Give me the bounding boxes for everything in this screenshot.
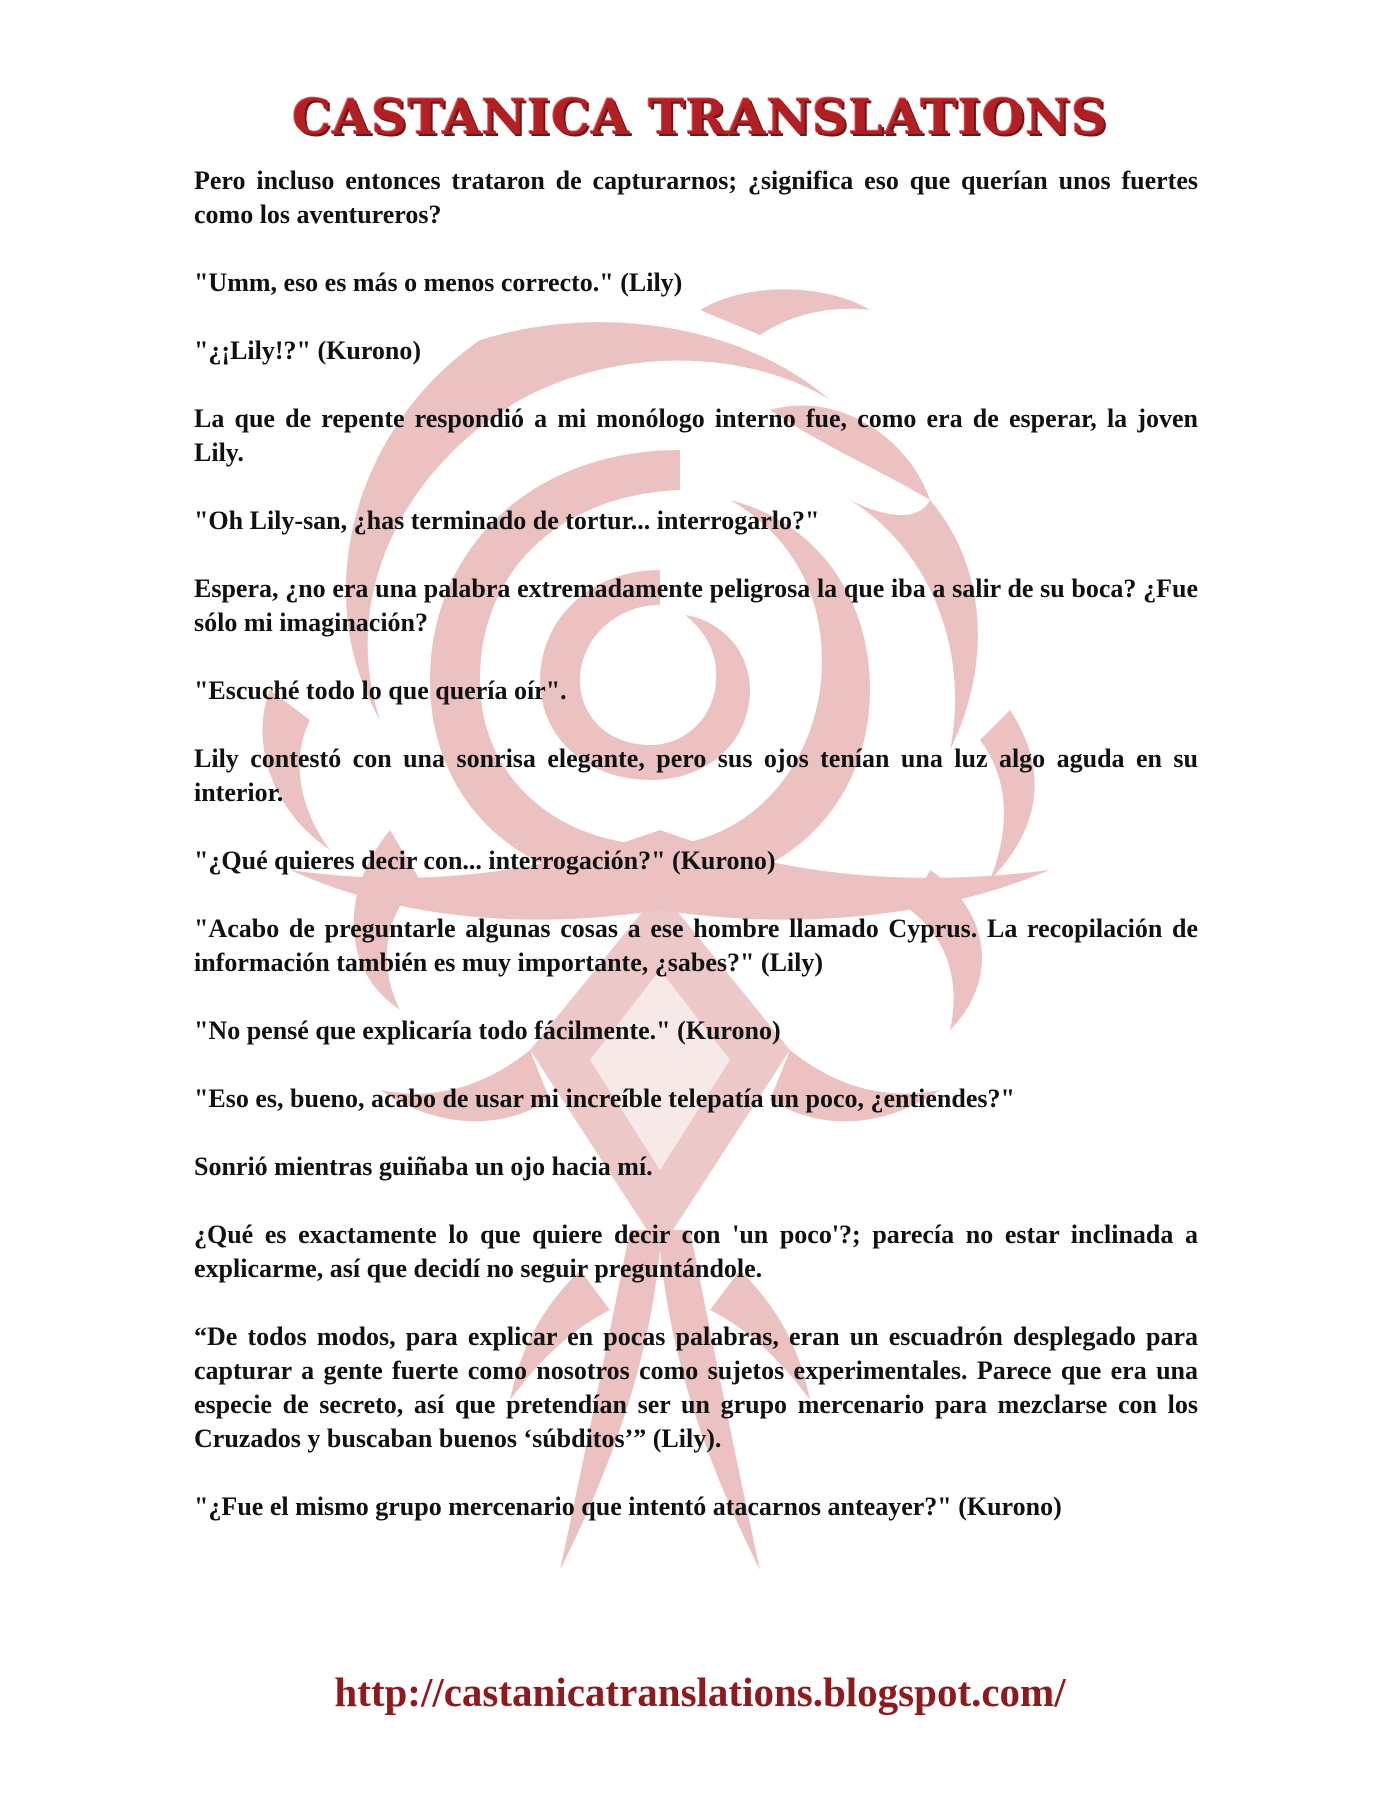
paragraph: “De todos modos, para explicar en pocas palabras, eran un escuadrón desplegado para capturar a gente fuerte como nosotros como sujetos experimentales. Parece que era una especie de secreto, así que pretendían ser un grupo mercenario para mezclarse con los Cruzados y buscaban buenos ‘súbditos’” (Lily).	[194, 1322, 1198, 1453]
paragraph: ¿Qué es exactamente lo que quiere decir con 'un poco'?; parecía no estar inclinada a explicarme, así que decidí no seguir preguntándole.	[194, 1220, 1198, 1283]
paragraph: "Oh Lily-san, ¿has terminado de tortur... interrogarlo?"	[194, 506, 820, 535]
paragraph: "Umm, eso es más o menos correcto." (Lily)	[194, 268, 683, 297]
paragraph: Lily contestó con una sonrisa elegante, pero sus ojos tenían una luz algo aguda en su interior.	[194, 744, 1198, 807]
paragraph: "Acabo de preguntarle algunas cosas a ese hombre llamado Cyprus. La recopilación de información también es muy importante, ¿sabes?" (Lily)	[194, 914, 1198, 977]
paragraph: La que de repente respondió a mi monólogo interno fue, como era de esperar, la joven Lily.	[194, 404, 1198, 467]
paragraph: Sonrió mientras guiñaba un ojo hacia mí.	[194, 1152, 653, 1181]
document-body	[194, 164, 1198, 1558]
page-title: CASTANICA TRANSLATIONS	[292, 88, 1108, 146]
paragraph: "Eso es, bueno, acabo de usar mi increíble telepatía un poco, ¿entiendes?"	[194, 1084, 1015, 1113]
paragraph: "¿¡Lily!?" (Kurono)	[194, 336, 422, 365]
paragraph: Espera, ¿no era una palabra extremadamente peligrosa la que iba a salir de su boca? ¿Fue sólo mi imaginación?	[194, 574, 1198, 637]
paragraph: "No pensé que explicaría todo fácilmente." (Kurono)	[194, 1016, 781, 1045]
paragraph: "Escuché todo lo que quería oír".	[194, 676, 567, 705]
paragraph: Pero incluso entonces trataron de capturarnos; ¿significa eso que querían unos fuertes como los aventureros?	[194, 166, 1198, 229]
paragraph: "¿Qué quieres decir con... interrogación?" (Kurono)	[194, 846, 776, 875]
blog-url-link[interactable]: http://castanicatranslations.blogspot.com/	[334, 1669, 1066, 1715]
paragraph: "¿Fue el mismo grupo mercenario que intentó atacarnos anteayer?" (Kurono)	[194, 1492, 1062, 1521]
